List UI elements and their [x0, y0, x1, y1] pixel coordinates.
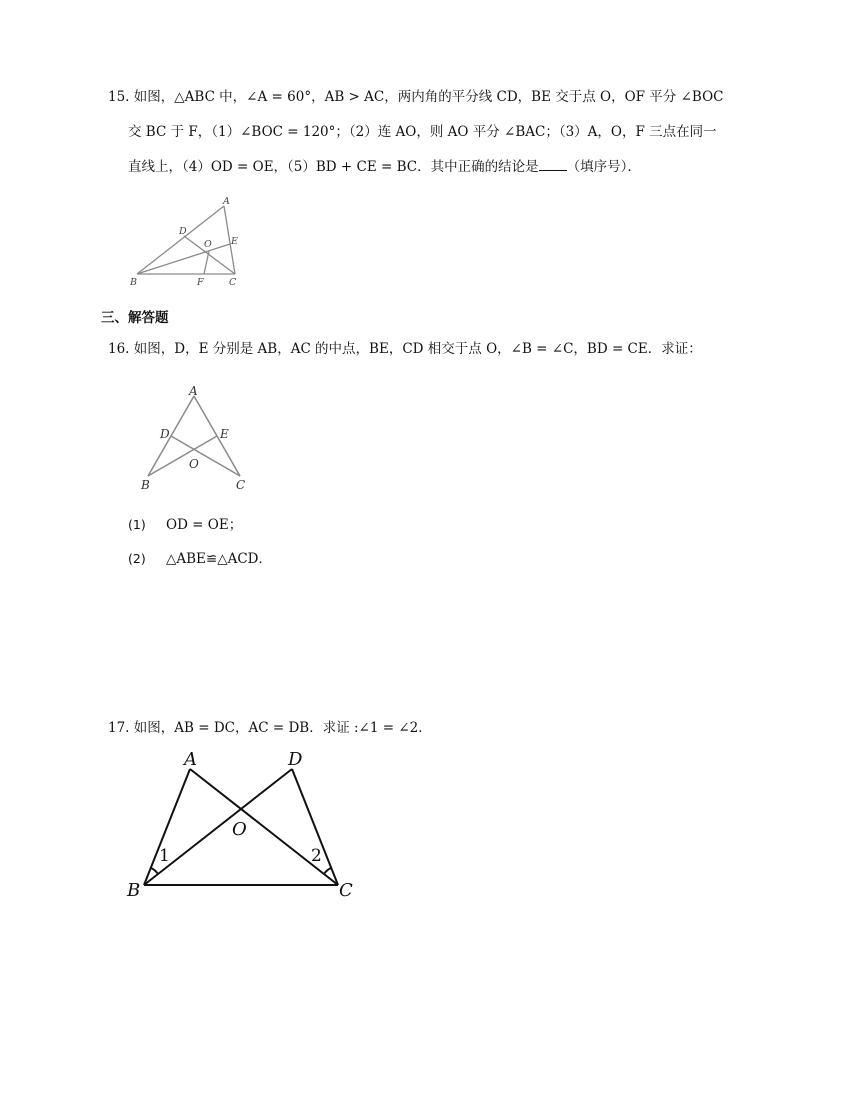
part-number: (2): [128, 551, 146, 566]
part-text: △ABE≌△ACD．: [166, 551, 273, 567]
q16-stem: 16. 如图，D，E 分别是 AB，AC 的中点，BE，CD 相交于点 O，∠B = ∠C，BD = CE．求证：: [108, 341, 702, 357]
label-b: B: [130, 277, 137, 288]
label-c: C: [229, 277, 237, 288]
q15-figure: [126, 192, 256, 290]
segment-be: [137, 244, 230, 274]
q15-line-3: [128, 158, 641, 176]
part-text: OD = OE；: [166, 517, 243, 533]
q16-part-2: [128, 547, 272, 567]
label-b: B: [127, 880, 141, 901]
label-o: O: [189, 457, 199, 471]
q15-line-3-tail: （填序号）．: [566, 159, 641, 175]
label-d: D: [160, 427, 170, 441]
answer-blank: [539, 158, 567, 171]
label-a: A: [223, 196, 230, 207]
label-d: D: [179, 226, 187, 237]
label-a: A: [184, 749, 197, 770]
q17-stem: 17. 如图，AB = DC，AC = DB．求证 :∠1 = ∠2．: [108, 720, 432, 736]
label-c: C: [339, 880, 353, 901]
q16-figure: [136, 380, 256, 496]
q16-part-1: [128, 513, 242, 533]
section-title: 三、解答题: [101, 310, 169, 326]
q17-figure: [122, 744, 362, 904]
label-e: E: [231, 236, 238, 247]
label-f: F: [197, 277, 204, 288]
label-d: D: [288, 749, 303, 770]
label-angle-2: 2: [311, 846, 322, 866]
q15-line-3-text: 直线上，（4）OD = OE，（5）BD + CE = BC．其中正确的结论是: [128, 159, 539, 175]
q15-line-2: 交 BC 于 F，（1）∠BOC = 120°；（2）连 AO，则 AO 平分 ∠BAC；（3）A，O，F 三点在同一: [128, 124, 717, 140]
angle-1-arc: [151, 868, 158, 874]
label-a: A: [189, 384, 198, 398]
label-angle-1: 1: [159, 846, 170, 866]
q15-line-1: 15. 如图，△ABC 中，∠A = 60°，AB > AC，两内角的平分线 CD，BE 交于点 O，OF 平分 ∠BOC: [108, 89, 724, 105]
label-o: O: [232, 819, 247, 840]
segment-of: [204, 251, 209, 274]
label-b: B: [141, 478, 150, 492]
label-e: E: [220, 427, 229, 441]
angle-2-arc: [324, 868, 331, 874]
part-number: (1): [128, 517, 146, 532]
label-o: O: [204, 239, 212, 250]
label-c: C: [236, 478, 246, 492]
